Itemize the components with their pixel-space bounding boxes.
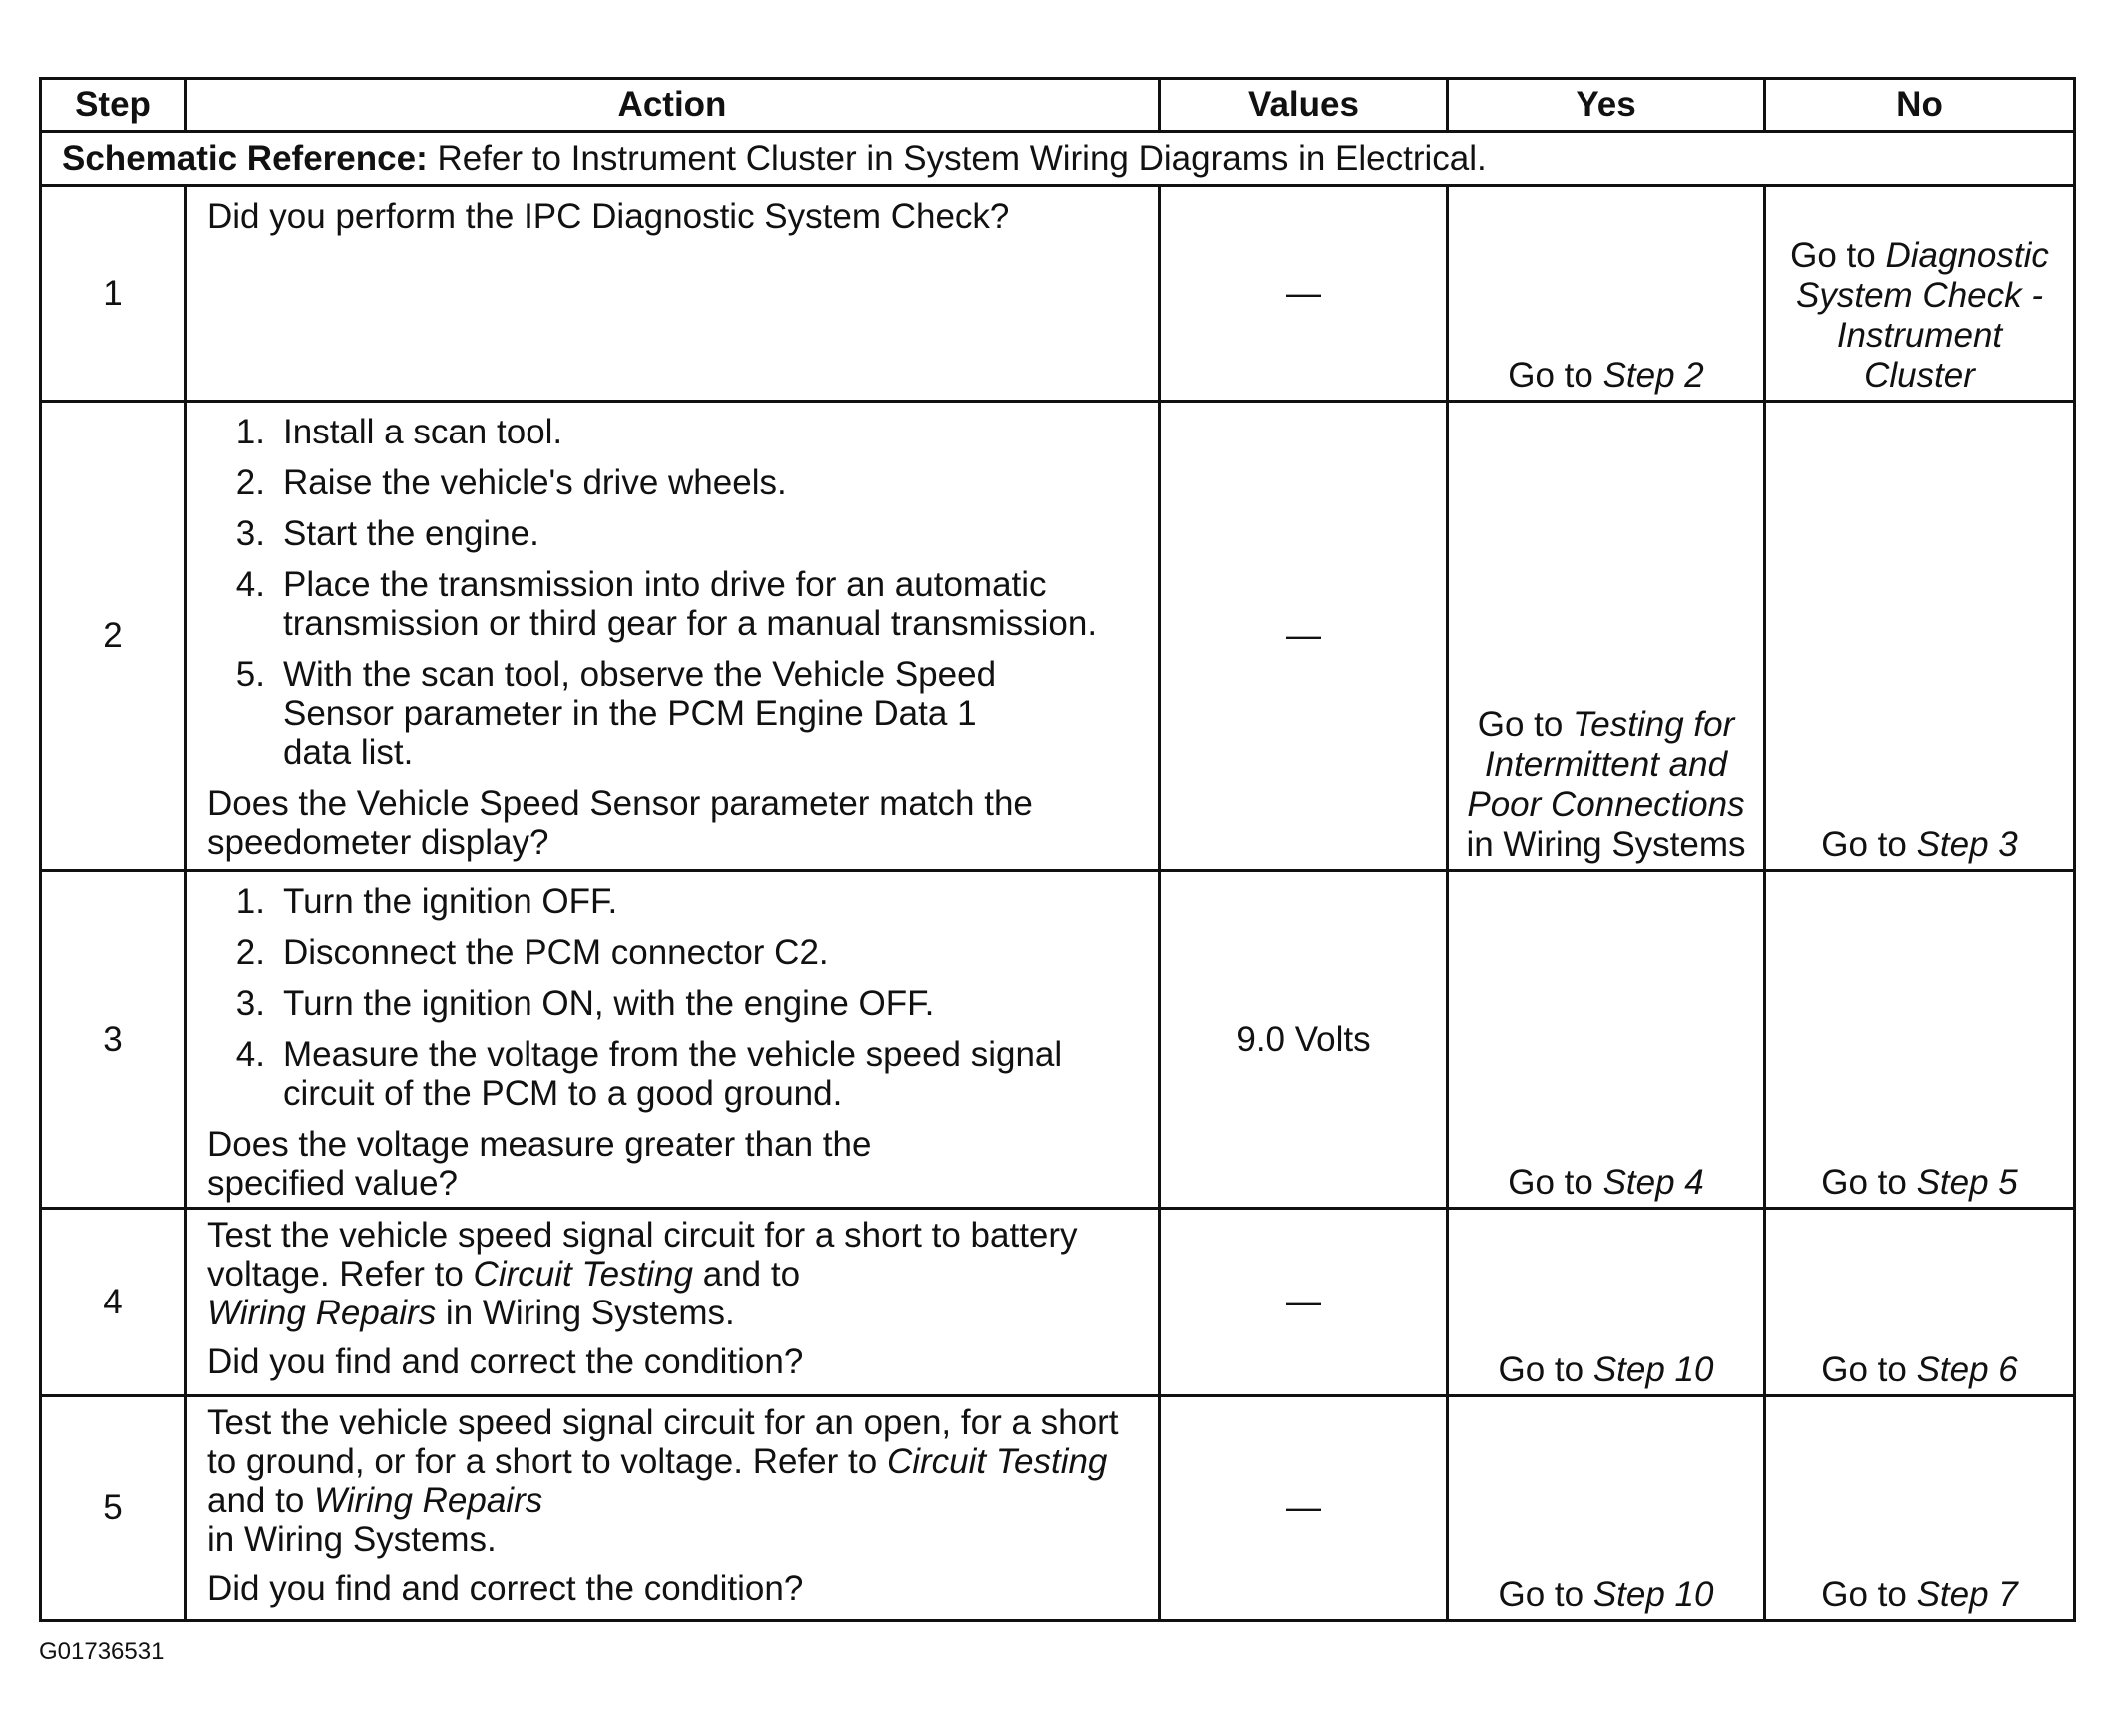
item-number: 5. <box>235 655 265 694</box>
step-number: 5 <box>41 1396 186 1621</box>
header-values: Values <box>1160 79 1448 132</box>
header-no: No <box>1765 79 2075 132</box>
list-item <box>207 565 1138 643</box>
item-number: 1. <box>235 413 265 451</box>
list-item <box>207 882 1138 921</box>
action-question: Did you find and correct the condition? <box>207 1569 804 1608</box>
no-link[interactable]: Step 5 <box>1916 1163 2018 1202</box>
list-item <box>207 514 1138 553</box>
circuit-testing-link[interactable]: Circuit Testing <box>473 1255 694 1294</box>
action-text-part: in Wiring Systems. <box>207 1520 497 1559</box>
value-cell: — <box>1160 1209 1448 1396</box>
action-cell <box>186 186 1160 402</box>
no-cell <box>1765 402 2075 871</box>
action-cell <box>186 871 1160 1209</box>
table-row <box>41 1396 2075 1621</box>
list-item <box>207 1035 1138 1113</box>
yes-cell <box>1448 186 1765 402</box>
action-cell <box>186 1396 1160 1621</box>
value-cell: — <box>1160 1396 1448 1621</box>
no-link[interactable]: Diagnostic System Check - Instrument Cluster <box>1796 236 2049 395</box>
list-item <box>207 984 1138 1023</box>
action-question: Does the voltage measure greater than the specified value? <box>207 1125 872 1203</box>
list-item <box>207 933 1138 972</box>
action-text-part: Test the vehicle speed signal circuit for a short to battery voltage. Refer to <box>207 1216 1078 1294</box>
list-item <box>207 655 1138 772</box>
circuit-testing-link[interactable]: Circuit Testing <box>886 1442 1108 1481</box>
action-text-part: Test the vehicle speed signal circuit for an open, for a short to ground, or for a short to voltage. Refer to <box>207 1403 1119 1481</box>
item-number: 4. <box>235 1035 265 1074</box>
header-yes: Yes <box>1448 79 1765 132</box>
item-text: Turn the ignition OFF. <box>283 882 618 921</box>
action-cell <box>186 402 1160 871</box>
step-number: 4 <box>41 1209 186 1396</box>
yes-cell <box>1448 1209 1765 1396</box>
item-number: 2. <box>235 463 265 502</box>
yes-prefix: Go to <box>1498 1575 1593 1614</box>
no-prefix: Go to <box>1821 1163 1917 1202</box>
no-cell <box>1765 1209 2075 1396</box>
yes-link[interactable]: Testing for Intermittent and Poor Connections <box>1467 705 1745 824</box>
action-text-part: and to <box>207 1481 315 1520</box>
item-text: Disconnect the PCM connector C2. <box>283 933 829 972</box>
yes-link[interactable]: Step 10 <box>1592 1575 1714 1614</box>
list-item <box>207 463 1138 502</box>
item-number: 2. <box>235 933 265 972</box>
no-cell <box>1765 871 2075 1209</box>
no-link[interactable]: Step 7 <box>1916 1575 2018 1614</box>
header-action: Action <box>186 79 1160 132</box>
action-text <box>207 1216 1138 1332</box>
no-link[interactable]: Step 3 <box>1916 825 2018 864</box>
schematic-reference <box>41 132 2075 186</box>
item-number: 4. <box>235 565 265 604</box>
step-number: 1 <box>41 186 186 402</box>
step-number: 2 <box>41 402 186 871</box>
no-cell <box>1765 186 2075 402</box>
action-cell <box>186 1209 1160 1396</box>
schematic-label: Schematic Reference: <box>62 138 428 178</box>
item-number: 3. <box>235 984 265 1023</box>
yes-suffix: in Wiring Systems <box>1466 825 1746 864</box>
item-text: Install a scan tool. <box>283 413 563 451</box>
no-link[interactable]: Step 6 <box>1916 1350 2018 1389</box>
wiring-repairs-link[interactable]: Wiring Repairs <box>314 1481 543 1520</box>
wiring-repairs-link[interactable]: Wiring Repairs <box>207 1294 437 1332</box>
table-row <box>41 1209 2075 1396</box>
item-number: 1. <box>235 882 265 921</box>
figure-id: G01736531 <box>39 1638 165 1665</box>
action-text-part: and to <box>693 1255 801 1294</box>
header-step: Step <box>41 79 186 132</box>
action-text <box>207 1403 1138 1559</box>
value-cell: 9.0 Volts <box>1160 871 1448 1209</box>
item-text: Place the transmission into drive for an automatic transmission or third gear for a manual transmission. <box>283 565 1098 643</box>
yes-cell <box>1448 402 1765 871</box>
yes-prefix: Go to <box>1508 1163 1603 1202</box>
action-list <box>207 882 1138 1113</box>
action-question: Did you find and correct the condition? <box>207 1342 804 1381</box>
yes-prefix: Go to <box>1498 1350 1593 1389</box>
item-text: Start the engine. <box>283 514 539 553</box>
yes-link[interactable]: Step 2 <box>1602 356 1704 395</box>
item-text: Measure the voltage from the vehicle speed signal circuit of the PCM to a good ground. <box>283 1035 1063 1113</box>
no-prefix: Go to <box>1821 1350 1917 1389</box>
action-question: Did you perform the IPC Diagnostic System Check? <box>207 197 1010 236</box>
no-cell <box>1765 1396 2075 1621</box>
no-prefix: Go to <box>1821 825 1917 864</box>
yes-prefix: Go to <box>1477 705 1574 744</box>
yes-link[interactable]: Step 10 <box>1592 1350 1714 1389</box>
header-row <box>41 79 2075 132</box>
table-row <box>41 186 2075 402</box>
yes-prefix: Go to <box>1508 356 1603 395</box>
item-text: Turn the ignition ON, with the engine OFF. <box>283 984 935 1023</box>
item-text: Raise the vehicle's drive wheels. <box>283 463 787 502</box>
item-text: With the scan tool, observe the Vehicle Speed Sensor parameter in the PCM Engine Data 1 data list. <box>283 655 997 772</box>
table-row <box>41 871 2075 1209</box>
no-prefix: Go to <box>1790 236 1886 275</box>
value-cell: — <box>1160 186 1448 402</box>
table-row <box>41 402 2075 871</box>
schematic-text: Refer to Instrument Cluster in System Wiring Diagrams in Electrical. <box>427 138 1487 178</box>
action-list <box>207 413 1138 772</box>
value-cell: — <box>1160 402 1448 871</box>
action-question: Does the Vehicle Speed Sensor parameter match the speedometer display? <box>207 784 1033 862</box>
no-prefix: Go to <box>1821 1575 1917 1614</box>
yes-cell <box>1448 1396 1765 1621</box>
list-item <box>207 413 1138 451</box>
action-text-part: in Wiring Systems. <box>436 1294 735 1332</box>
schematic-row <box>41 132 2075 186</box>
diagnostic-table <box>39 77 2076 1622</box>
yes-cell <box>1448 871 1765 1209</box>
item-number: 3. <box>235 514 265 553</box>
yes-link[interactable]: Step 4 <box>1602 1163 1704 1202</box>
step-number: 3 <box>41 871 186 1209</box>
